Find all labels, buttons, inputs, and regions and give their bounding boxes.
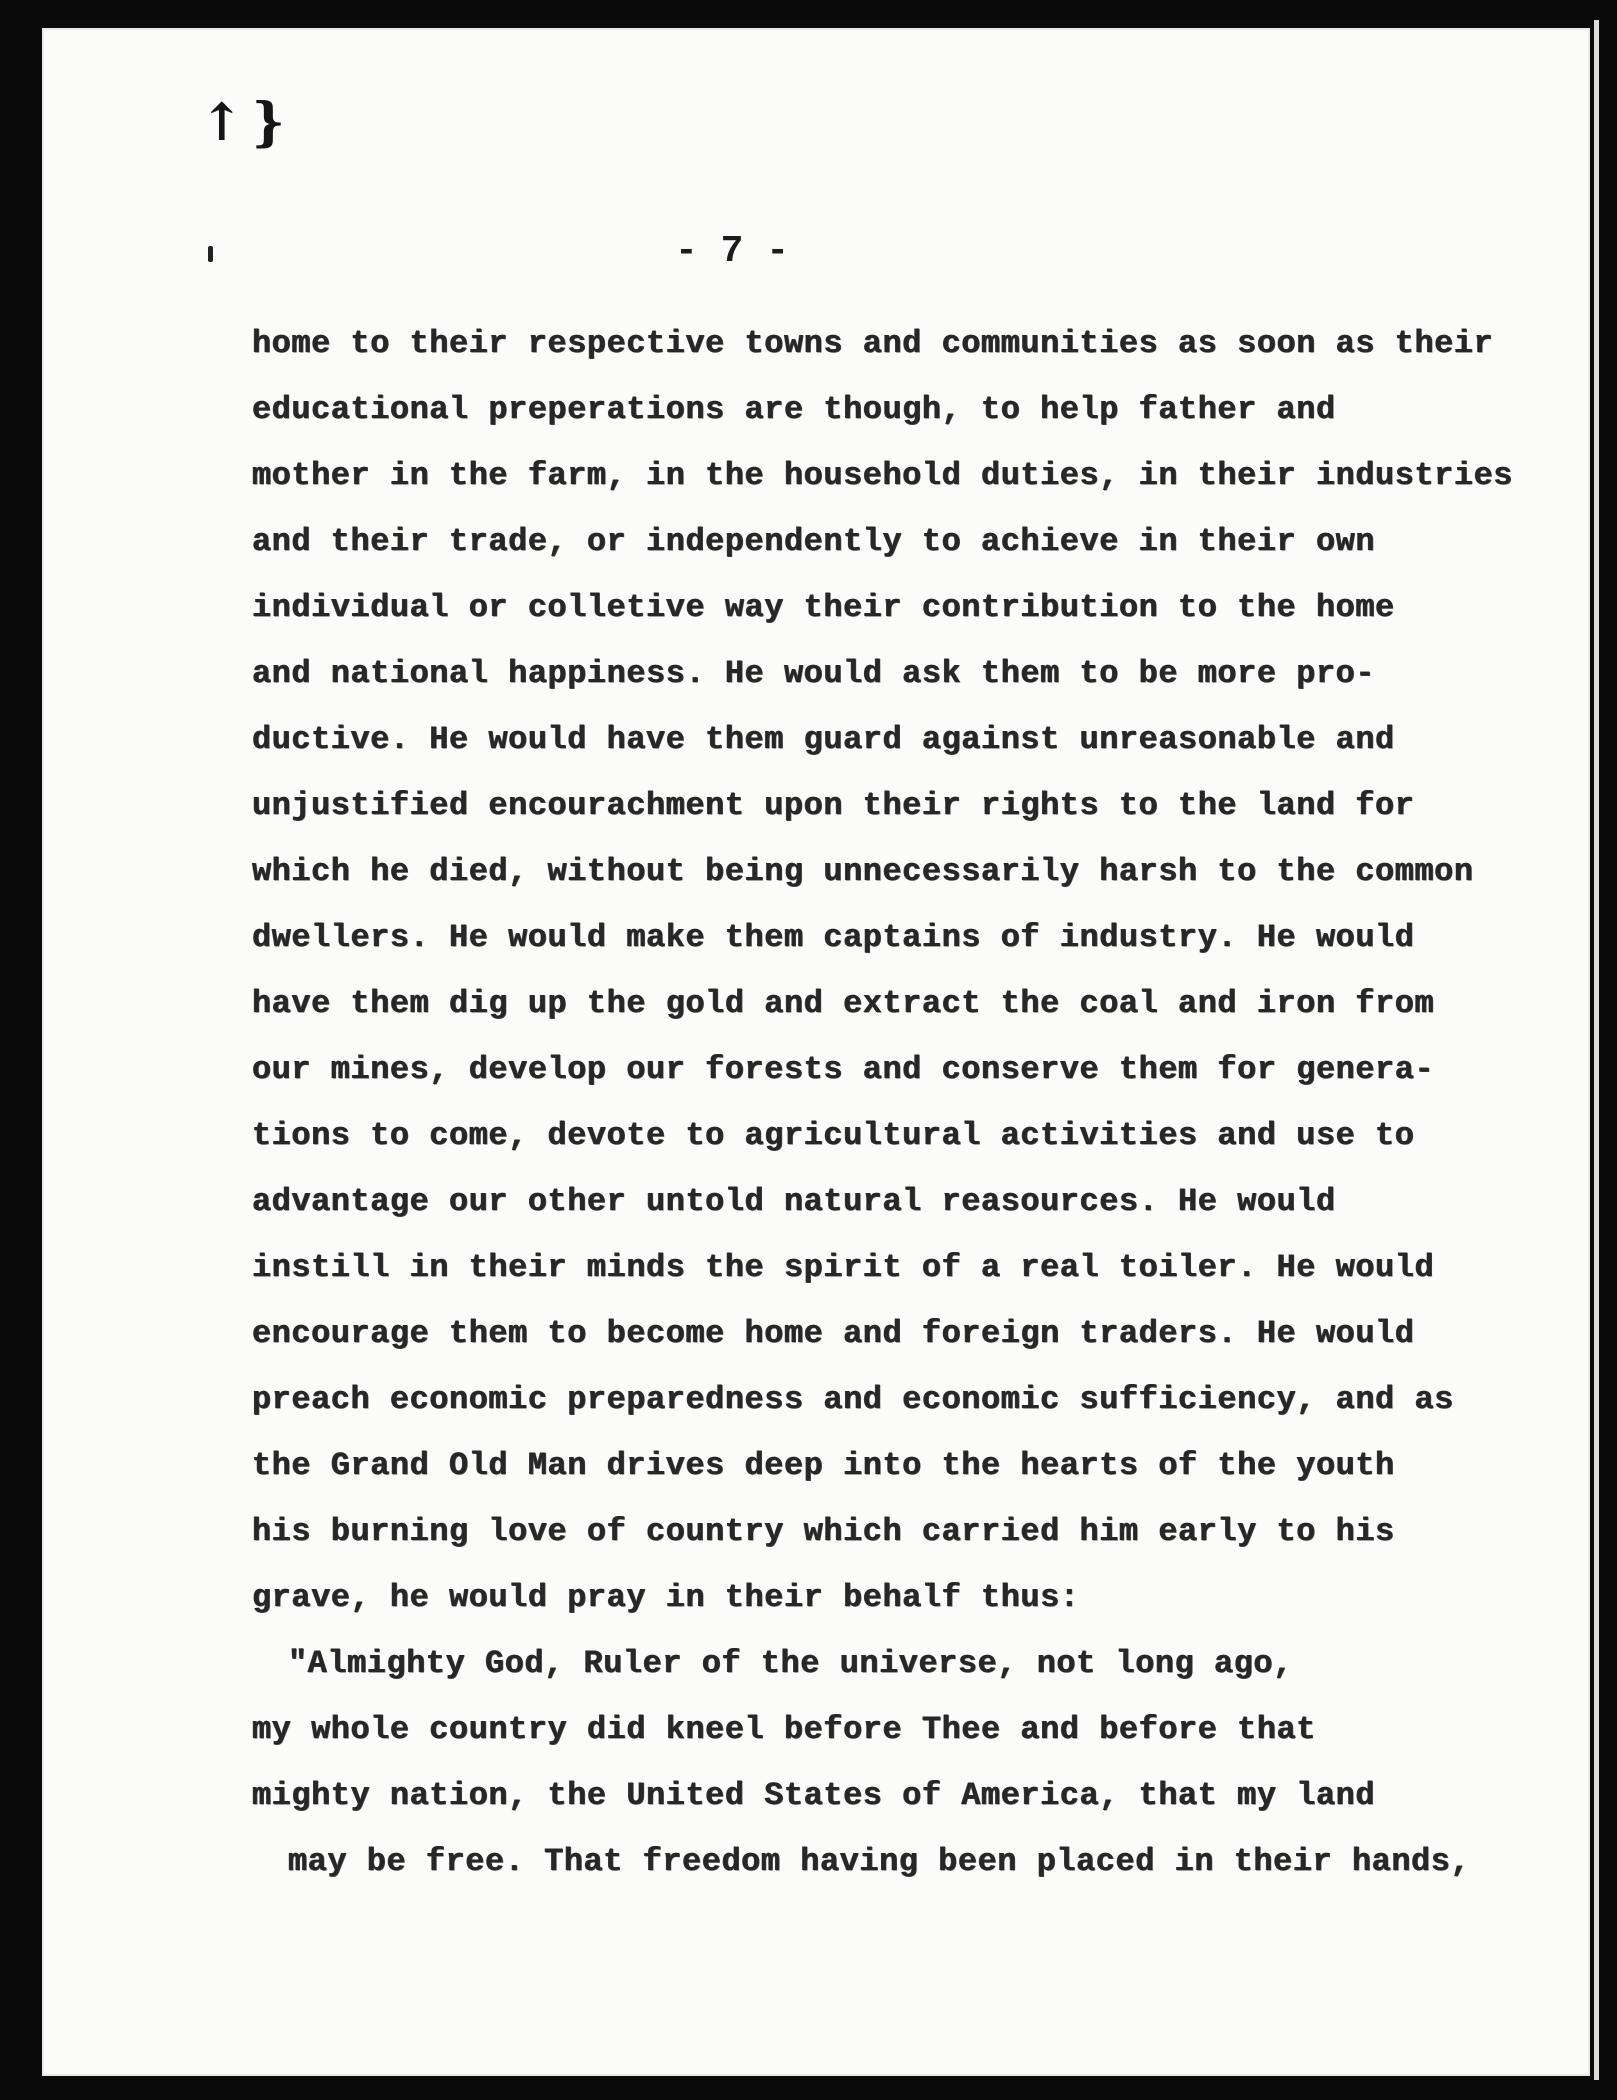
text-line-21: "Almighty God, Ruler of the universe, not long ago, (288, 1645, 1293, 1682)
text-line-7: ductive. He would have them guard against unreasonable and (252, 721, 1395, 758)
margin-tick-mark (208, 246, 213, 262)
corner-handwritten-mark: ↑} (200, 92, 294, 153)
text-line-14: advantage our other untold natural reasources. He would (252, 1183, 1336, 1220)
text-line-22: my whole country did kneel before Thee and before that (252, 1711, 1316, 1748)
text-line-5: individual or colletive way their contribution to the home (252, 589, 1395, 626)
text-line-11: have them dig up the gold and extract the coal and iron from (252, 985, 1435, 1022)
text-line-24: may be free. That freedom having been placed in their hands, (288, 1843, 1471, 1880)
text-line-1: home to their respective towns and communities as soon as their (252, 325, 1494, 362)
text-line-13: tions to come, devote to agricultural activities and use to (252, 1117, 1415, 1154)
text-line-3: mother in the farm, in the household duties, in their industries (252, 457, 1513, 494)
text-line-8: unjustified encourachment upon their rights to the land for (252, 787, 1415, 824)
text-line-20: grave, he would pray in their behalf thus: (252, 1579, 1080, 1616)
page-number: - 7 - (674, 230, 790, 273)
text-line-19: his burning love of country which carried him early to his (252, 1513, 1395, 1550)
text-line-2: educational preperations are though, to help father and (252, 391, 1336, 428)
text-line-4: and their trade, or independently to achieve in their own (252, 523, 1376, 560)
text-line-9: which he died, without being unnecessarily harsh to the common (252, 853, 1474, 890)
text-line-10: dwellers. He would make them captains of industry. He would (252, 919, 1415, 956)
text-line-23: mighty nation, the United States of America, that my land (252, 1777, 1376, 1814)
text-line-18: the Grand Old Man drives deep into the hearts of the youth (252, 1447, 1395, 1484)
text-line-12: our mines, develop our forests and conserve them for genera- (252, 1051, 1435, 1088)
text-line-15: instill in their minds the spirit of a real toiler. He would (252, 1249, 1435, 1286)
text-line-17: preach economic preparedness and economic sufficiency, and as (252, 1381, 1454, 1418)
page-edge (1594, 20, 1599, 2080)
text-line-6: and national happiness. He would ask them to be more pro- (252, 655, 1376, 692)
text-line-16: encourage them to become home and foreign traders. He would (252, 1315, 1415, 1352)
